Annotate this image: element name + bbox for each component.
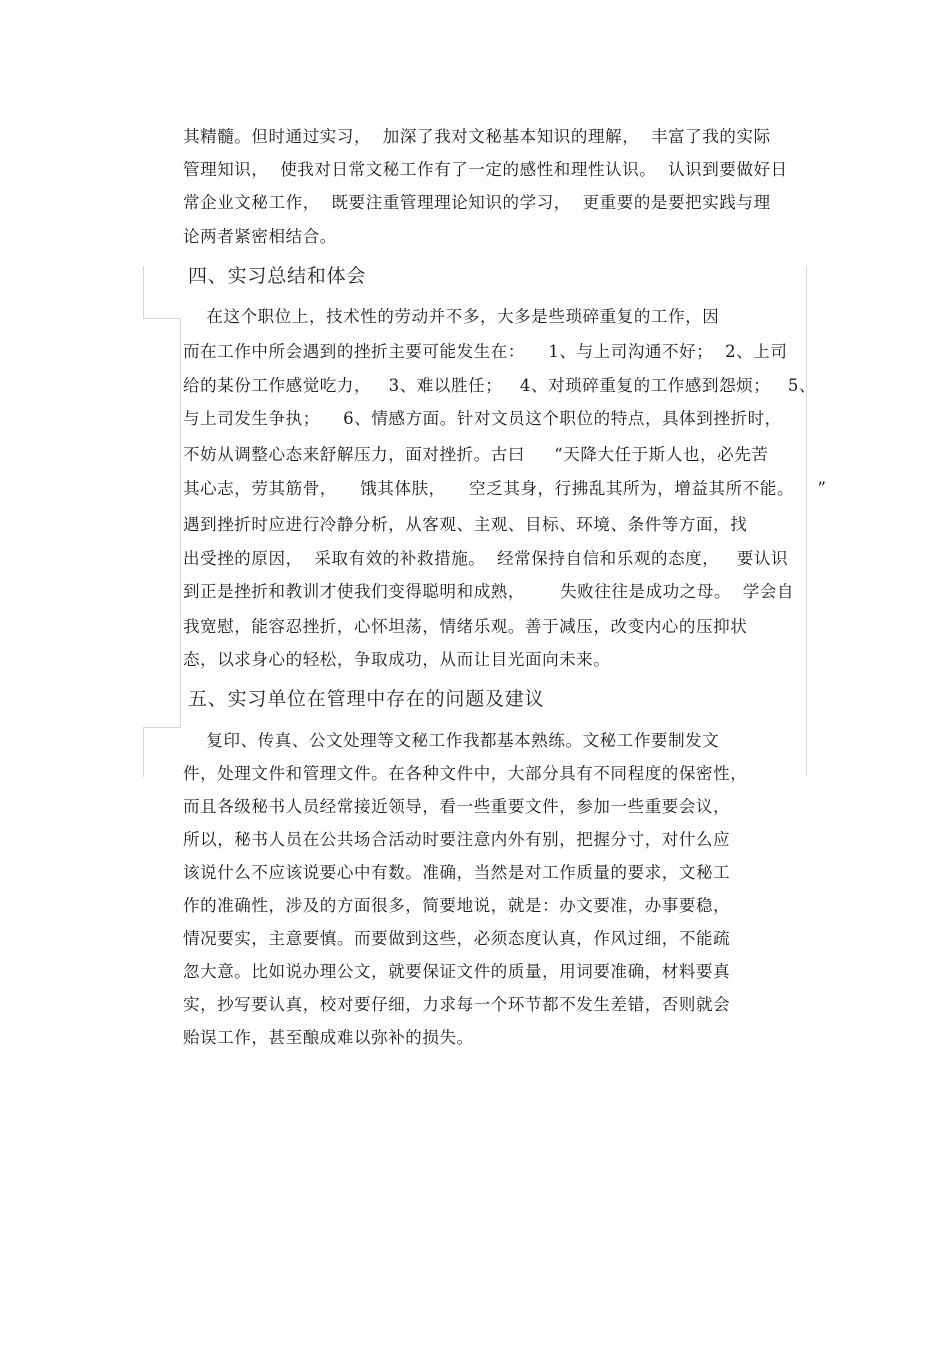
paragraph-line: 给的某份工作感觉吃力， 3、难以胜任； 4、对琐碎重复的工作感到怨烦； 5、 (183, 376, 817, 395)
paragraph-line: 作的准确性，涉及的方面很多，简要地说，就是：办文要准，办事要稳， (183, 896, 731, 915)
paragraph-line: 而且各级秘书人员经常接近领导，看一些重要文件，参加一些重要会议， (183, 797, 731, 816)
paragraph-line: 复印、传真、公文处理等文秘工作我都基本熟练。文秘工作要制发文 (183, 731, 720, 750)
paragraph-line: 我宽慰，能容忍挫折，心怀坦荡，情绪乐观。善于减压，改变内心的压抑状 (183, 617, 748, 636)
section-heading: 四、实习总结和体会 (188, 265, 367, 287)
paragraph-line: 在这个职位上，技术性的劳动并不多，大多是些琐碎重复的工作，因 (183, 307, 720, 326)
paragraph-line: 不妨从调整心态来舒解压力，面对挫折。古曰 “天降大任于斯人也，必先苦 (183, 445, 769, 464)
paragraph-line: 管理知识， 使我对日常文秘工作有了一定的感性和理性认识。 认识到要做好日 (183, 160, 788, 179)
section-heading: 五、实习单位在管理中存在的问题及建议 (188, 688, 545, 710)
margin-rule (143, 266, 144, 319)
paragraph-line: 件，处理文件和管理文件。在各种文件中，大部分具有不同程度的保密性， (183, 764, 748, 783)
paragraph-line: 情况要实，主意要慎。而要做到这些，必须态度认真，作风过细，不能疏 (183, 929, 731, 948)
paragraph-line: 该说什么不应该说要心中有数。准确，当然是对工作质量的要求，文秘工 (183, 863, 731, 882)
paragraph-line: 常企业文秘工作， 既要注重管理理论知识的学习， 更重要的是要把实践与理 (183, 193, 771, 212)
margin-rule (806, 266, 807, 776)
paragraph-line: 其心志，劳其筋骨， 饿其体肤， 空乏其身，行拂乱其所为，增益其所不能。 ” (183, 479, 827, 498)
margin-rule (143, 727, 144, 777)
paragraph-line: 与上司发生争执； 6、情感方面。针对文员这个职位的特点，具体到挫折时， (183, 409, 782, 428)
paragraph-line: 实，抄写要认真，校对要仔细，力求每一个环节都不发生差错，否则就会 (183, 995, 731, 1014)
margin-rule (143, 727, 180, 728)
paragraph-line: 忽大意。比如说办理公文，就要保证文件的质量，用词要准确，材料要真 (183, 962, 731, 981)
paragraph-line: 出受挫的原因， 采取有效的补救措施。 经常保持自信和乐观的态度， 要认识 (183, 549, 789, 568)
paragraph-line: 而在工作中所会遇到的挫折主要可能发生在： 1、与上司沟通不好； 2、上司 (183, 342, 788, 361)
paragraph-line: 态，以求身心的轻松，争取成功，从而让目光面向未来。 (183, 650, 611, 669)
margin-rule (180, 318, 181, 728)
margin-rule (143, 318, 180, 319)
paragraph-line: 贻误工作，甚至酿成难以弥补的损失。 (183, 1028, 474, 1047)
paragraph-line: 论两者紧密相结合。 (183, 227, 337, 246)
paragraph-line: 到正是挫折和教训才使我们变得聪明和成熟， 失败往往是成功之母。 学会自 (183, 582, 795, 601)
paragraph-line: 遇到挫折时应进行冷静分析，从客观、主观、目标、环境、条件等方面，找 (183, 515, 748, 534)
paragraph-line: 所以，秘书人员在公共场合活动时要注意内外有别，把握分寸，对什么应 (183, 830, 731, 849)
paragraph-line: 其精髓。但时通过实习， 加深了我对文秘基本知识的理解， 丰富了我的实际 (183, 127, 771, 146)
